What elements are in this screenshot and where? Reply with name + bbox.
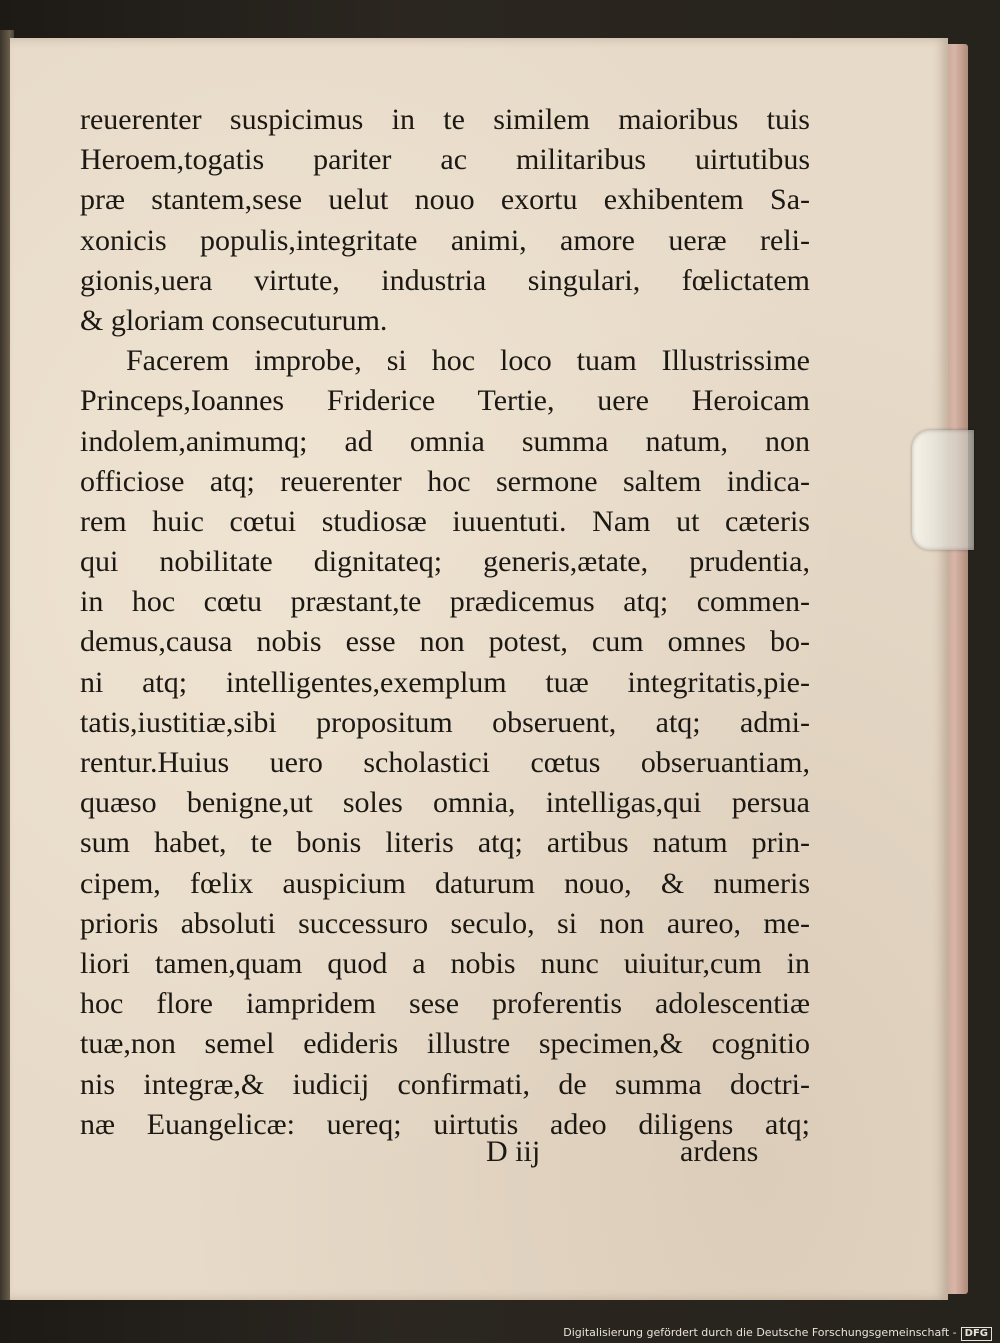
digitization-credit [563,1326,992,1341]
text-line: officiose atq; reuerenter hoc sermone saltem indica- [80,464,810,498]
credit-text: Digitalisierung gefördert durch die Deutsche Forschungsgemeinschaft - [563,1326,957,1339]
text-line: Facerem improbe, si hoc loco tuam Illustrissime [126,344,810,378]
text-line: quæso benigne,ut soles omnia, intelligas,qui persua [80,786,810,820]
text-line: prioris absoluti successuro seculo, si non aureo, me- [80,906,810,940]
text-line: nis integræ,& iudicij confirmati, de summa doctri- [80,1067,810,1101]
body-text [80,100,810,1145]
text-line: Princeps,Ioannes Friderice Tertie, uere Heroicam [80,384,810,418]
text-line: in hoc cœtu præstant,te prædicemus atq; commen- [80,585,810,619]
text-line: ni atq; intelligentes,exemplum tuæ integritatis,pie- [80,665,810,699]
text-line: xonicis populis,integritate animi, amore ueræ reli- [80,223,810,257]
text-line: tatis,iustitiæ,sibi propositum obseruent, atq; admi- [80,705,810,739]
text-line: sum habet, te bonis literis atq; artibus natum prin- [80,826,810,860]
text-line: præ stantem,sese uelut nouo exortu exhibentem Sa- [80,183,810,217]
text-line: hoc flore iampridem sese proferentis adolescentiæ [80,987,810,1021]
text-line: rem huic cœtui studiosæ iuuentuti. Nam ut cæteris [80,504,810,538]
text-line: reuerenter suspicimus in te similem maioribus tuis [80,103,810,136]
text-line: & gloriam consecuturum. [80,303,388,337]
text-line: næ Euangelicæ: uereq; uirtutis adeo diligens atq; [80,1107,810,1141]
page-clip [912,430,974,550]
text-line: cipem, fœlix auspicium daturum nouo, & numeris [80,866,810,900]
text-line: tuæ,non semel edideris illustre specimen,& cognitio [80,1027,810,1061]
catchword: ardens [680,1135,759,1168]
text-line: indolem,animumq; ad omnia summa natum, non [80,424,810,458]
text-line: demus,causa nobis esse non potest, cum omnes bo- [80,625,810,659]
text-line: liori tamen,quam quod a nobis nunc uiuitur,cum in [80,946,810,980]
text-line: rentur.Huius uero scholastici cœtus obseruantiam, [80,746,810,779]
text-line: qui nobilitate dignitateq; generis,ætate, prudentia, [80,545,810,579]
dfg-logo: DFG [961,1327,992,1341]
text-line: Heroem,togatis pariter ac militaribus uirtutibus [80,143,810,177]
text-line: gionis,uera virtute, industria singulari, fœlictatem [80,263,810,297]
signature-mark: D iij [486,1135,541,1168]
page-fore-edge [946,44,968,1294]
